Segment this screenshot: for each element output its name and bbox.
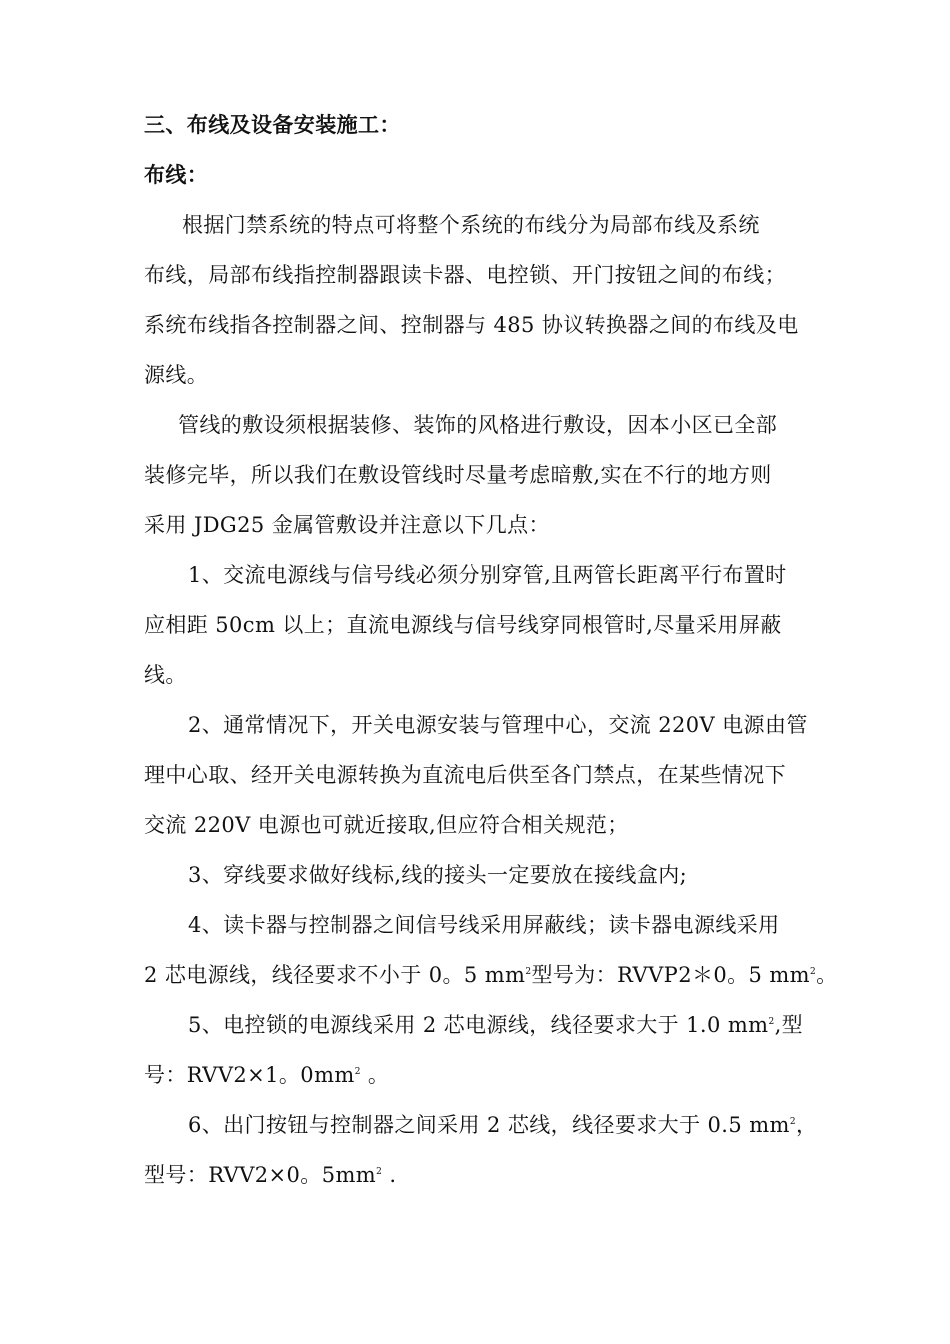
text-run: 6、出门按钮与控制器之间采用 2 芯线，线径要求大于 0.5 mm: [188, 1113, 790, 1137]
list-item-5: [144, 1000, 809, 1100]
superscript: 2: [354, 1067, 361, 1077]
superscript: 2: [525, 967, 532, 977]
document-page: [144, 100, 838, 1200]
text-run: 。: [816, 963, 838, 987]
paragraph-line: 系统布线指各控制器之间、控制器与 485 协议转换器之间的布线及电: [144, 313, 799, 337]
superscript: 2: [789, 1117, 796, 1127]
paragraph-wiring-scope: [144, 200, 809, 400]
paragraph-line: [144, 1050, 809, 1100]
list-item-4: [144, 900, 838, 1000]
paragraph-line: 线。: [144, 663, 187, 687]
paragraph-line: 4、读卡器与控制器之间信号线采用屏蔽线；读卡器电源线采用: [188, 913, 780, 937]
section-heading: 三、布线及设备安装施工：: [144, 113, 401, 137]
paragraph-line: [144, 1100, 818, 1150]
paragraph-line: 布线，局部布线指控制器跟读卡器、电控锁、开门按钮之间的布线；: [144, 263, 786, 287]
paragraph-line: 采用 JDG25 金属管敷设并注意以下几点：: [144, 513, 550, 537]
paragraph-line: 交流 220V 电源也可就近接取,但应符合相关规范；: [144, 813, 629, 837]
paragraph-line: 3、穿线要求做好线标,线的接头一定要放在接线盒内;: [188, 863, 688, 887]
sub-heading: 布线：: [144, 163, 209, 187]
paragraph-line: 源线。: [144, 363, 209, 387]
text-run: 。: [360, 1063, 390, 1087]
list-item-3: [144, 850, 809, 900]
paragraph-line: [144, 1000, 809, 1050]
paragraph-conduit-laying: [144, 400, 809, 550]
list-item-1: [144, 550, 809, 700]
list-item-6: [144, 1100, 818, 1200]
list-item-2: [144, 700, 809, 850]
superscript: 2: [810, 967, 817, 977]
paragraph-line: [144, 1150, 809, 1200]
paragraph-line: 2、通常情况下，开关电源安装与管理中心，交流 220V 电源由管: [188, 713, 808, 737]
paragraph-line: [144, 950, 838, 1000]
text-run: .: [382, 1163, 397, 1187]
text-run: ,型: [774, 1013, 804, 1037]
paragraph-line: 装修完毕，所以我们在敷设管线时尽量考虑暗敷,实在不行的地方则: [144, 463, 772, 487]
superscript: 2: [768, 1017, 775, 1027]
text-run: 型号为：RVVP2＊0。5 mm: [531, 963, 810, 987]
text-run: 2 芯电源线，线径要求不小于 0。5 mm: [144, 963, 526, 987]
text-run: 号：RVV2×1。0mm: [144, 1063, 355, 1087]
text-run: ，: [796, 1113, 818, 1137]
paragraph-line: 根据门禁系统的特点可将整个系统的布线分为局部布线及系统: [182, 213, 760, 237]
paragraph-line: 应相距 50cm 以上；直流电源线与信号线穿同根管时,尽量采用屏蔽: [144, 613, 782, 637]
superscript: 2: [376, 1167, 383, 1177]
text-run: 5、电控锁的电源线采用 2 芯电源线，线径要求大于 1.0 mm: [188, 1013, 769, 1037]
text-run: 型号：RVV2×0。5mm: [144, 1163, 377, 1187]
paragraph-line: 理中心取、经开关电源转换为直流电后供至各门禁点，在某些情况下: [144, 763, 786, 787]
paragraph-line: 管线的敷设须根据装修、装饰的风格进行敷设，因本小区已全部: [178, 413, 778, 437]
paragraph-line: 1、交流电源线与信号线必须分别穿管,且两管长距离平行布置时: [188, 563, 787, 587]
